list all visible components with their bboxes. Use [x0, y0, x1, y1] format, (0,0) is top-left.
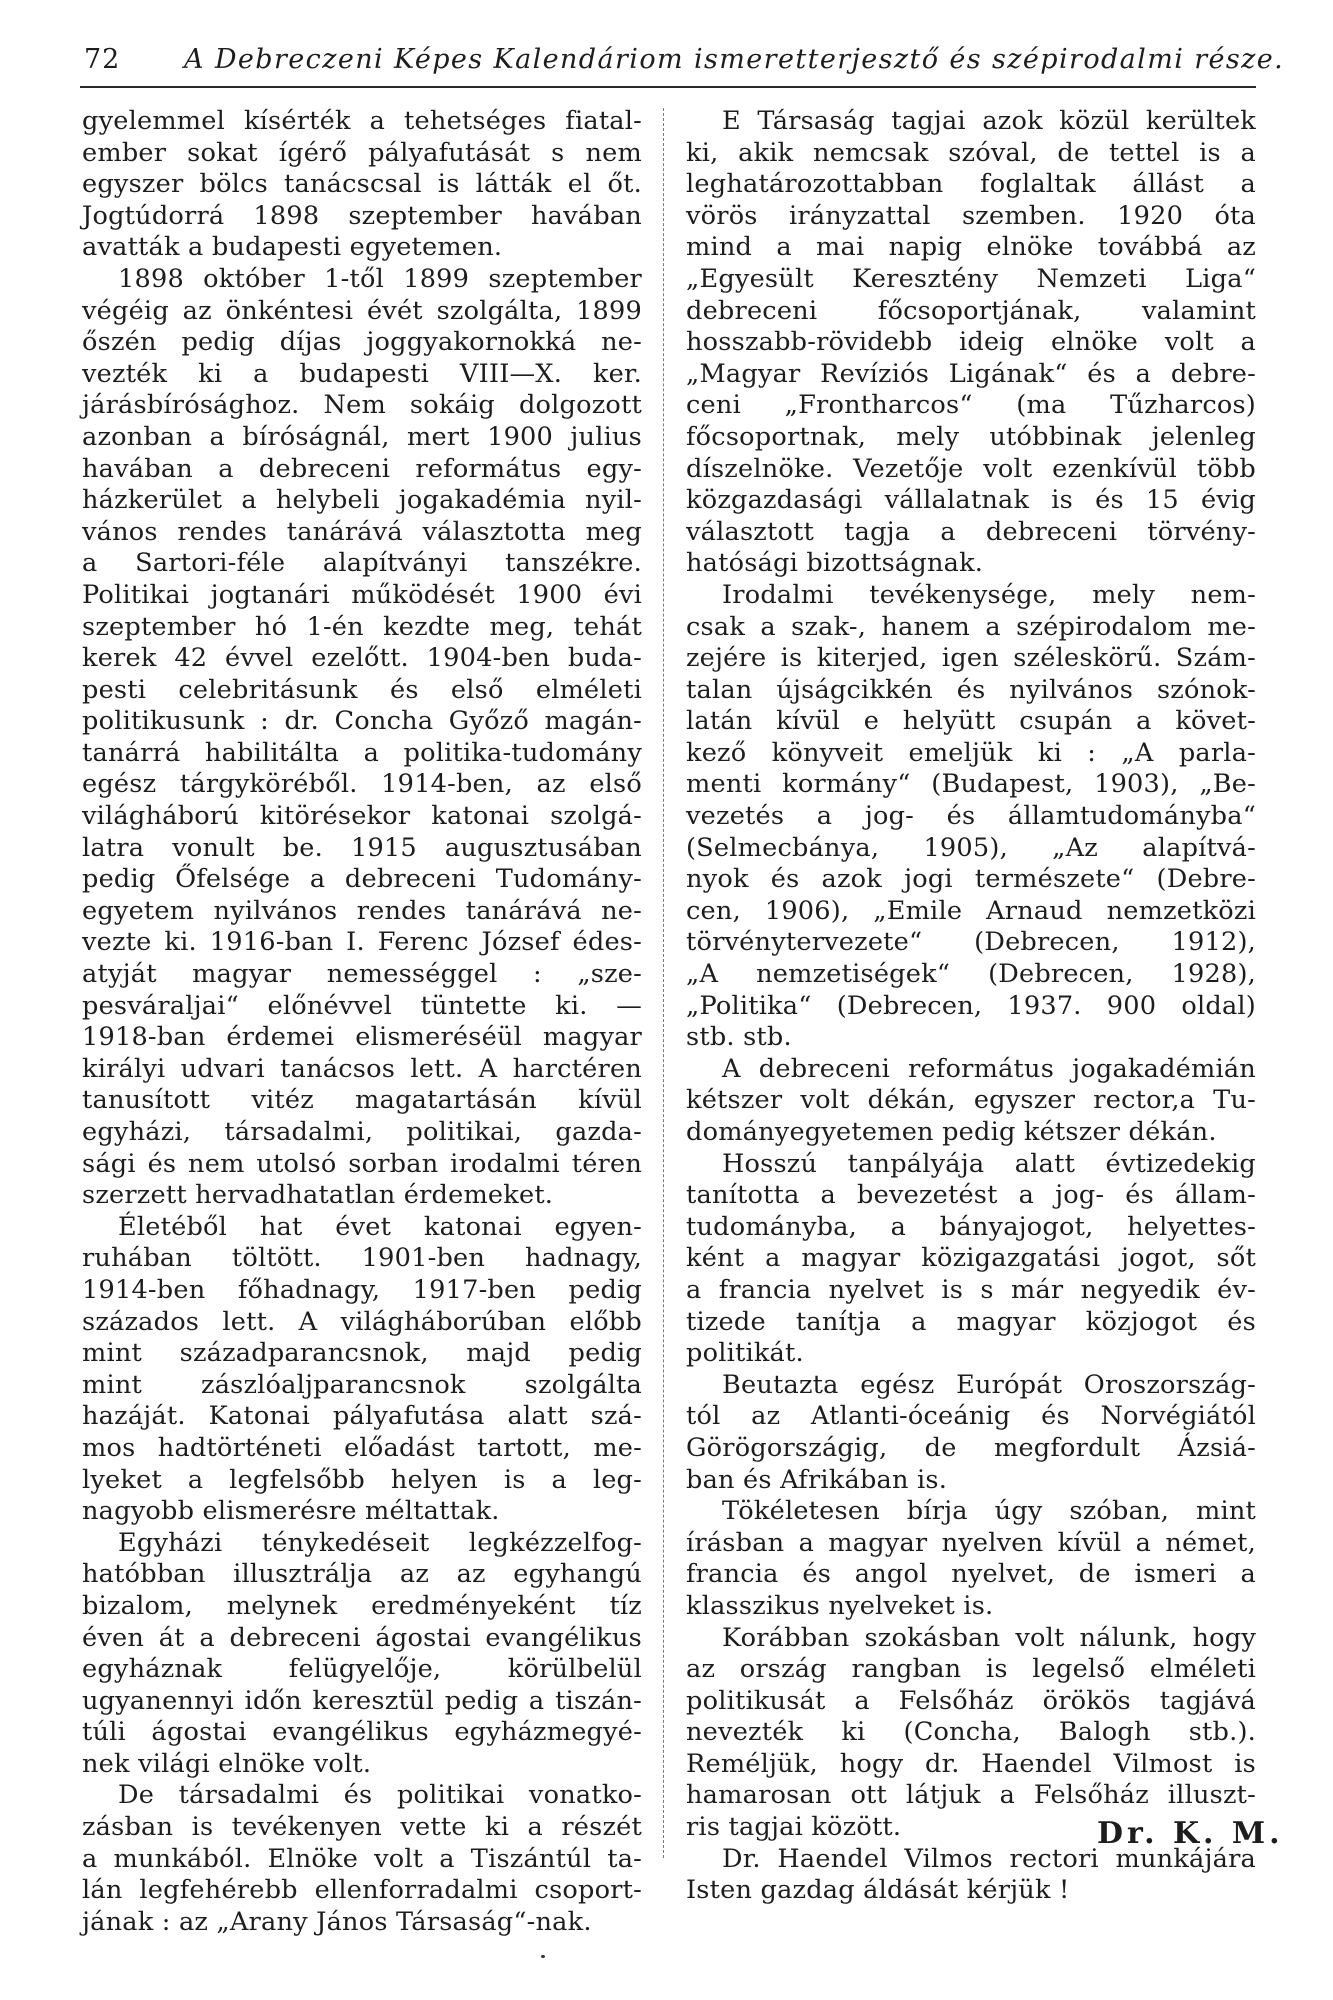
text-line: „Politika“ (Debrecen, 1937. 900 oldal): [686, 990, 1256, 1021]
text-line: ban és Afrikában is.: [686, 1464, 948, 1495]
text-line: tanárrá habilitálta a politika-tudomány: [82, 737, 642, 768]
text-line: egyszer bölcs tanácscsal is látták el őt.: [82, 169, 642, 200]
text-line: cen, 1906), „Emile Arnaud nemzetközi: [686, 895, 1256, 926]
text-line: francia és angol nyelvet, de ismeri a: [686, 1559, 1256, 1590]
text-line: törvénytervezete“ (Debrecen, 1912),: [686, 927, 1256, 958]
text-line: gyelemmel kísérték a tehetséges fiatal-: [82, 106, 642, 136]
text-line: vörös irányzattal szemben. 1920 óta: [686, 200, 1256, 231]
text-line: Hosszú tanpályája alatt évtizedekig: [722, 1148, 1256, 1179]
text-line: választott tagja a debreceni törvény-: [686, 516, 1256, 547]
text-line: hazáját. Katonai pályafutása alatt szá-: [82, 1401, 642, 1432]
text-line: havában a debreceni református egy-: [82, 453, 642, 484]
text-line: Reméljük, hogy dr. Haendel Vilmost is: [686, 1748, 1256, 1779]
page-header: [84, 44, 1285, 78]
text-line: csak a szak-, hanem a szépirodalom me-: [686, 611, 1256, 642]
text-line: tól az Atlanti-óceánig és Norvégiától: [686, 1401, 1256, 1432]
text-line: stb. stb.: [686, 1022, 792, 1053]
text-line: tizede tanítja a magyar közjogot és: [686, 1306, 1256, 1337]
text-line: Dr. Haendel Vilmos rectori munkájára: [722, 1843, 1256, 1874]
text-line: a francia nyelvet is s már negyedik év-: [686, 1274, 1256, 1305]
text-line: szerzett hervadhatatlan érdemeket.: [82, 1180, 554, 1211]
text-line: egész tárgyköréből. 1914-ben, az első: [82, 769, 642, 800]
text-line: pedig Őfelsége a debreceni Tudomány-: [82, 864, 642, 895]
text-line: ugyanennyi időn keresztül pedig a tiszán-: [82, 1685, 642, 1716]
text-line: éven át a debreceni ágostai evangélikus: [82, 1622, 642, 1653]
text-line: ceni „Frontharcos“ (ma Tűzharcos): [686, 390, 1256, 421]
text-line: ki, akik nemcsak szóval, de tettel is a: [686, 137, 1256, 168]
text-line: politikusunk : dr. Concha Győző magán-: [82, 706, 642, 737]
text-line: A debreceni református jogakadémián: [722, 1053, 1256, 1084]
text-line: zásban is tevékenyen vette ki a részét: [82, 1812, 642, 1843]
text-line: egyetem nyilvános rendes tanárává ne-: [82, 895, 642, 926]
text-line: világháború kitörésekor katonai szolgá-: [82, 801, 642, 832]
text-line: Politikai jogtanári működését 1900 évi: [82, 579, 642, 610]
text-line: tanította a bevezetést a jog- és állam-: [686, 1180, 1256, 1211]
text-line: talan újságcikkén és nyilvános szónok-: [686, 674, 1256, 705]
text-line: mint zászlóaljparancsnok szolgálta: [82, 1369, 642, 1400]
text-line: latán kívül e helyütt csupán a követ-: [686, 706, 1256, 737]
text-line: kerek 42 évvel ezelőtt. 1904-ben buda-: [82, 643, 642, 674]
text-line: ris tagjai között.: [686, 1812, 902, 1843]
text-line: jának : az „Arany János Társaság“-nak.: [82, 1906, 592, 1937]
column-divider: [663, 108, 664, 1858]
text-line: „Magyar Revíziós Ligának“ és a debre-: [686, 358, 1256, 389]
running-title: A Debreczeni Képes Kalendáriom ismeretterjesztő és szépirodalmi része.: [184, 44, 1285, 75]
text-line: járásbírósághoz. Nem sokáig dolgozott: [82, 390, 642, 421]
text-line: 1914-ben főhadnagy, 1917-ben pedig: [82, 1274, 642, 1305]
text-line: végéig az önkéntesi évét szolgálta, 1899: [82, 295, 642, 326]
text-line: nevezték ki (Concha, Balogh stb.).: [686, 1717, 1256, 1748]
text-line: leghatározottabban foglaltak állást a: [686, 169, 1256, 200]
text-line: Tökéletesen bírja úgy szóban, mint: [722, 1496, 1256, 1527]
text-line: tudományba, a bányajogot, helyettes-: [686, 1211, 1256, 1242]
text-line: Egyházi ténykedéseit legkézzelfog-: [118, 1527, 642, 1558]
text-line: lyeket a legfelsőbb helyen is a leg-: [82, 1464, 642, 1495]
text-line: lán legfehérebb ellenforradalmi csoport-: [82, 1875, 642, 1906]
text-line: királyi udvari tanácsos lett. A harctéren: [82, 1053, 642, 1084]
text-line: hatóbban illusztrálja az az egyhangú: [82, 1559, 642, 1590]
text-line: pesti celebritásunk és első elméleti: [82, 674, 642, 705]
text-line: házkerület a helybeli jogakadémia nyil-: [82, 485, 642, 516]
text-line: nagyobb elismerésre méltattak.: [82, 1496, 500, 1527]
text-line: mind a mai napig elnöke továbbá az: [686, 232, 1256, 263]
text-line: 1898 október 1-től 1899 szeptember: [118, 263, 642, 294]
page-number: 72: [84, 44, 121, 75]
text-line: klasszikus nyelveket is.: [686, 1590, 994, 1621]
text-line: atyját magyar nemességgel : „sze-: [82, 959, 642, 990]
text-line: De társadalmi és politikai vonatko-: [118, 1780, 642, 1811]
text-line: őszén pedig díjas joggyakornokká ne-: [82, 327, 642, 358]
text-line: százados lett. A világháborúban előbb: [82, 1306, 642, 1337]
text-line: nyok és azok jogi természete“ (Debre-: [686, 864, 1256, 895]
text-line: azonban a bíróságnál, mert 1900 julius: [82, 421, 642, 452]
text-line: a munkából. Elnöke volt a Tiszántúl ta-: [82, 1843, 642, 1874]
text-line: tanusított vitéz magatartásán kívül: [82, 1085, 642, 1116]
text-line: E Társaság tagjai azok közül kerültek: [722, 106, 1256, 136]
text-line: hosszabb-rövidebb ideig elnöke volt a: [686, 327, 1256, 358]
text-line: vános rendes tanárává választotta meg: [82, 516, 642, 547]
text-line: egyházi, társadalmi, politikai, gazda-: [82, 1117, 642, 1147]
text-line: főcsoportnak, mely utóbbinak jelenleg: [686, 421, 1256, 452]
text-line: szeptember hó 1-én kezdte meg, tehát: [82, 611, 642, 642]
text-line: Beutazta egész Európát Oroszország-: [722, 1369, 1256, 1400]
left-text-column: [82, 106, 642, 1938]
text-line: közgazdasági vállalatnak is és 15 évig: [686, 485, 1256, 516]
text-line: bizalom, melynek eredményeként tíz: [82, 1590, 642, 1621]
text-line: zejére is kiterjed, igen széleskörű. Szám-: [686, 643, 1256, 674]
text-line: sági és nem utolsó sorban irodalmi téren: [82, 1148, 642, 1179]
text-line: írásban a magyar nyelven kívül a német,: [686, 1527, 1256, 1558]
text-line: nek világi elnöke volt.: [82, 1748, 372, 1779]
header-rule: [80, 86, 1256, 88]
text-line: ruhában töltött. 1901-ben hadnagy,: [82, 1243, 642, 1274]
text-line: hatósági bizottságnak.: [686, 548, 984, 579]
text-line: túli ágostai evangélikus egyházmegyé-: [82, 1717, 642, 1748]
text-line: latra vonult be. 1915 augusztusában: [82, 832, 642, 863]
text-line: menti kormány“ (Budapest, 1903), „Be-: [686, 769, 1256, 800]
text-line: vezte ki. 1916-ban I. Ferenc József édes-: [82, 927, 642, 958]
text-line: avatták a budapesti egyetemen.: [82, 232, 503, 263]
text-line: Jogtúdorrá 1898 szeptember havában: [82, 200, 642, 231]
text-line: Életéből hat évet katonai egyen-: [118, 1211, 642, 1242]
text-line: „A nemzetiségek“ (Debrecen, 1928),: [686, 959, 1256, 990]
text-line: az ország rangban is legelső elméleti: [686, 1654, 1256, 1685]
text-line: Isten gazdag áldását kérjük !: [686, 1875, 1070, 1906]
text-line: ember sokat ígérő pályafutását s nem: [82, 137, 642, 168]
text-line: (Selmecbánya, 1905), „Az alapítvá-: [686, 832, 1256, 863]
author-signature: Dr. K. M.: [1097, 1816, 1284, 1851]
text-line: debreceni főcsoportjának, valamint: [686, 295, 1256, 326]
text-line: ként a magyar közigazgatási jogot, sőt: [686, 1243, 1256, 1274]
ink-speck: [541, 1955, 545, 1958]
text-line: egyháznak felügyelője, körülbelül: [82, 1654, 642, 1685]
text-line: dományegyetemen pedig kétszer dékán.: [686, 1117, 1217, 1147]
text-line: Korábban szokásban volt nálunk, hogy: [722, 1622, 1256, 1653]
text-line: mos hadtörténeti előadást tartott, me-: [82, 1432, 642, 1463]
text-line: politikát.: [686, 1338, 804, 1369]
text-line: vezetés a jog- és államtudományba“: [686, 801, 1256, 832]
text-line: a Sartori-féle alapítványi tanszékre.: [82, 548, 642, 579]
text-line: pesváraljai“ előnévvel tüntette ki. —: [82, 990, 642, 1021]
text-line: Görögországig, de megfordult Ázsiá-: [686, 1432, 1256, 1463]
text-line: Irodalmi tevékenysége, mely nem-: [722, 579, 1256, 610]
text-line: politikusát a Felsőház örökös tagjává: [686, 1685, 1256, 1716]
text-line: 1918-ban érdemei elismeréséül magyar: [82, 1022, 642, 1053]
text-line: kező könyveit emeljük ki : „A parla-: [686, 737, 1256, 768]
text-line: kétszer volt dékán, egyszer rector,a Tu-: [686, 1085, 1256, 1116]
text-line: díszelnöke. Vezetője volt ezenkívül több: [686, 453, 1256, 484]
text-line: mint századparancsnok, majd pedig: [82, 1338, 642, 1369]
text-line: hamarosan ott látjuk a Felsőház illuszt-: [686, 1780, 1256, 1811]
right-text-column: [686, 106, 1256, 1907]
text-line: „Egyesült Keresztény Nemzeti Liga“: [686, 263, 1256, 294]
text-line: vezték ki a budapesti VIII—X. ker.: [82, 358, 642, 389]
